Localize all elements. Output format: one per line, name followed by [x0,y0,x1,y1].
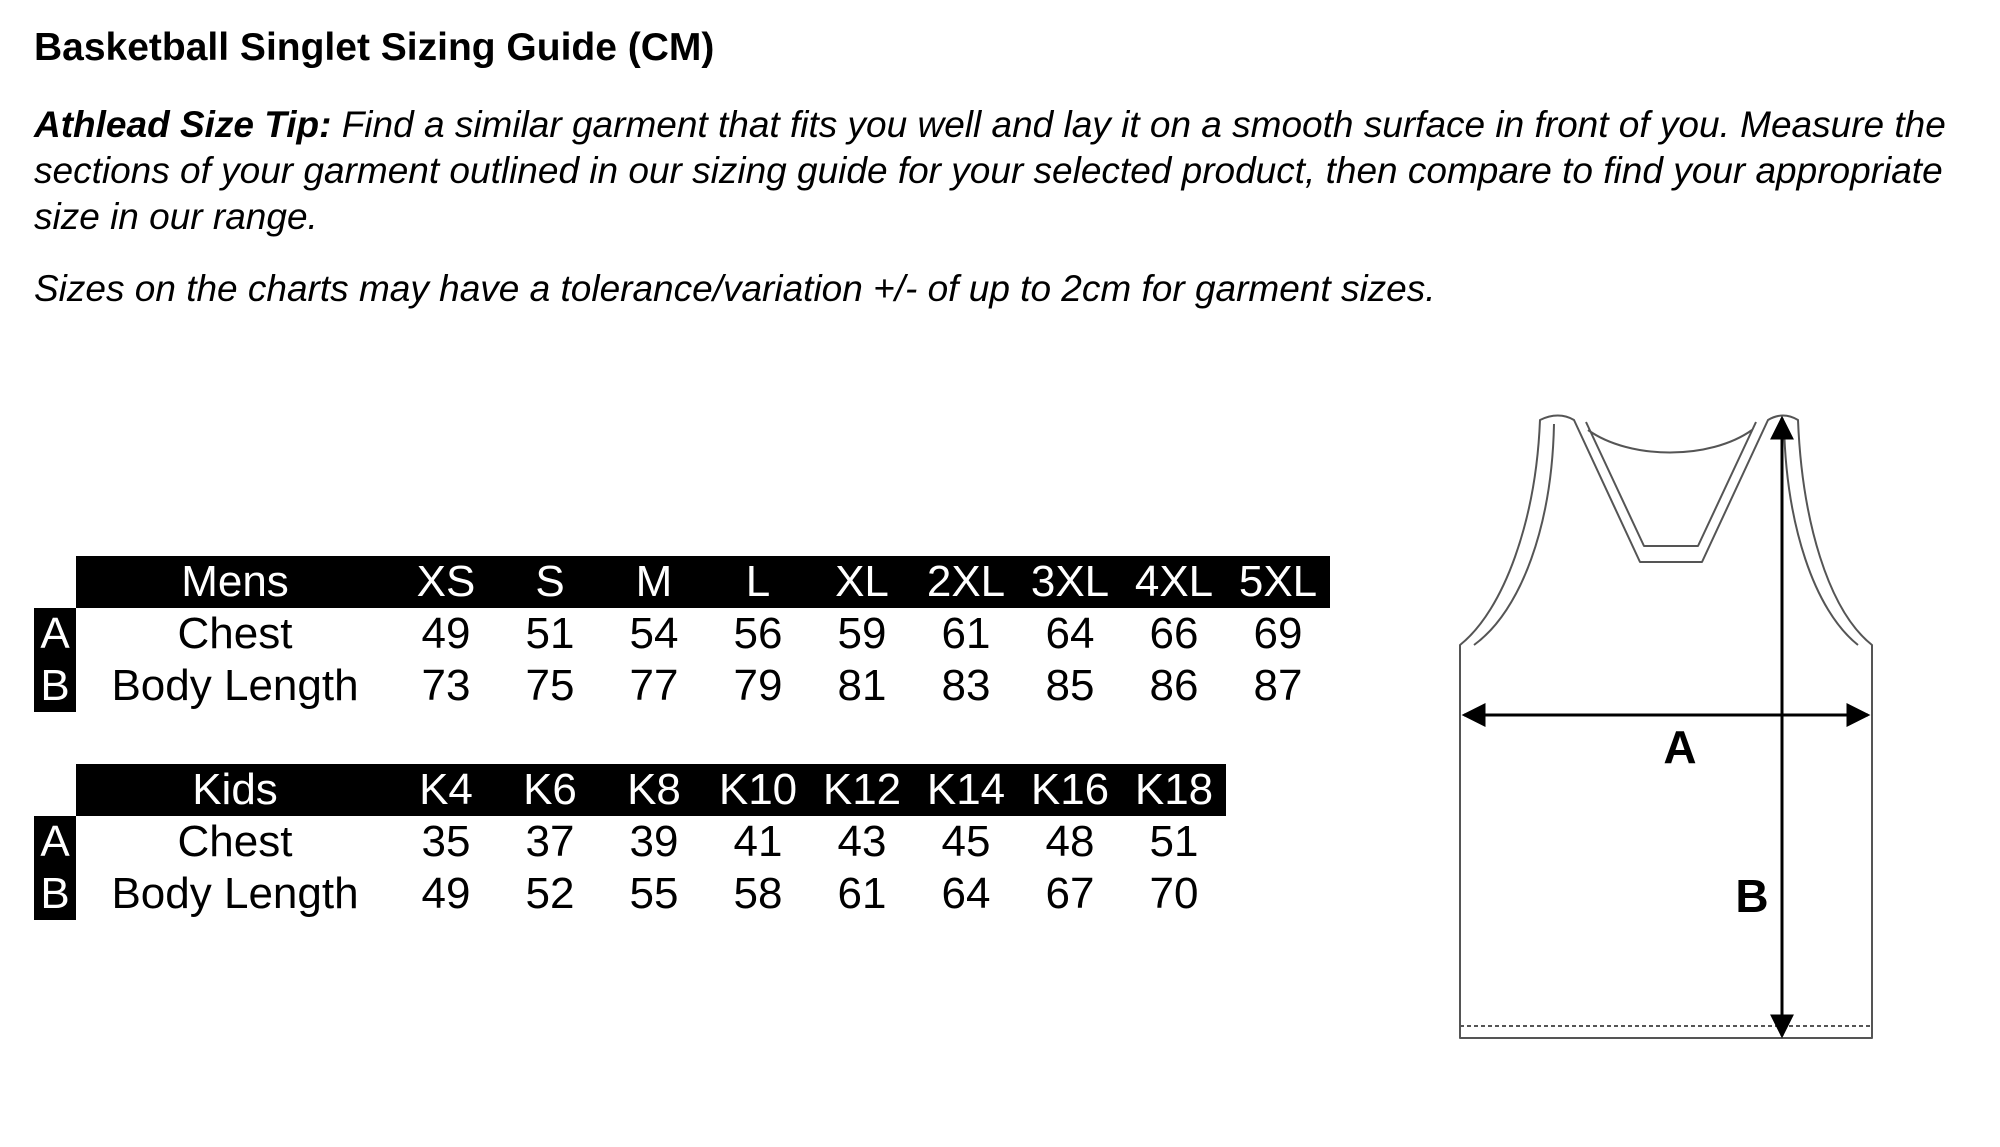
kids-header-label: Kids [76,764,394,816]
row-label: Chest [177,817,293,866]
kids-size-header: K12 [810,764,914,816]
table-cell: 58 [733,869,783,918]
mens-size-header: M [602,556,706,608]
size-tip-label: Athlead Size Tip: [34,104,332,145]
table-cell: 59 [837,609,887,658]
table-cell: 73 [421,661,471,710]
kids-size-table [34,764,1226,920]
table-cell: 87 [1253,661,1303,710]
mens-size-header: 3XL [1018,556,1122,608]
table-spacer [34,556,76,608]
table-cell: 75 [525,661,575,710]
page-title: Basketball Singlet Sizing Guide (CM) [34,26,715,69]
table-cell: 69 [1253,609,1303,658]
table-cell: 35 [421,817,471,866]
table-cell: 64 [941,869,991,918]
kids-header-row [34,764,1226,816]
kids-chest-row [34,816,1226,868]
kids-size-header: K18 [1122,764,1226,816]
table-cell: 49 [421,869,471,918]
table-cell: 83 [941,661,991,710]
table-cell: 81 [837,661,887,710]
table-cell: 39 [629,817,679,866]
table-cell: 45 [941,817,991,866]
row-label: Body Length [111,869,359,918]
table-cell: 85 [1045,661,1095,710]
kids-body-length-row [34,868,1226,920]
kids-size-header: K16 [1018,764,1122,816]
table-cell: 49 [421,609,471,658]
table-cell: 55 [629,869,679,918]
kids-size-header: K8 [602,764,706,816]
tolerance-note: Sizes on the charts may have a tolerance/variation +/- of up to 2cm for garment sizes. [34,268,1436,309]
table-cell: 54 [629,609,679,658]
kids-size-header: K6 [498,764,602,816]
table-cell: 48 [1045,817,1095,866]
size-tip [34,102,1974,240]
mens-size-header: XL [810,556,914,608]
table-cell: 79 [733,661,783,710]
table-cell: 43 [837,817,887,866]
table-cell: 70 [1149,869,1199,918]
size-tip-text: Find a similar garment that fits you well and lay it on a smooth surface in front of you. Measure the sections of your garment outlined in our sizing guide for your selected product, then compare to find your appropriate size in our range. [34,104,1946,237]
mens-size-header: 4XL [1122,556,1226,608]
kids-size-header: K10 [706,764,810,816]
table-cell: 37 [525,817,575,866]
table-cell: 61 [941,609,991,658]
measure-key-b: B [34,660,76,712]
table-cell: 56 [733,609,783,658]
mens-size-table [34,556,1330,712]
measure-key-b: B [34,868,76,920]
mens-size-header: S [498,556,602,608]
table-cell: 64 [1045,609,1095,658]
table-cell: 66 [1149,609,1199,658]
mens-chest-row [34,608,1330,660]
mens-body-length-row [34,660,1330,712]
table-cell: 67 [1045,869,1095,918]
table-cell: 51 [525,609,575,658]
mens-size-header: 5XL [1226,556,1330,608]
measure-label-b: B [1735,870,1769,922]
measure-key-a: A [34,608,76,660]
table-cell: 51 [1149,817,1199,866]
table-cell: 86 [1149,661,1199,710]
measure-label-a: A [1663,721,1697,773]
table-cell: 61 [837,869,887,918]
table-cell: 41 [733,817,783,866]
kids-size-header: K4 [394,764,498,816]
mens-size-header: L [706,556,810,608]
mens-size-header: 2XL [914,556,1018,608]
kids-size-header: K14 [914,764,1018,816]
row-label: Body Length [111,661,359,710]
table-spacer [34,764,76,816]
table-cell: 77 [629,661,679,710]
mens-size-header: XS [394,556,498,608]
measure-key-a: A [34,816,76,868]
mens-header-row [34,556,1330,608]
mens-header-label: Mens [76,556,394,608]
singlet-diagram [1440,400,1900,1060]
row-label: Chest [177,609,293,658]
table-cell: 52 [525,869,575,918]
